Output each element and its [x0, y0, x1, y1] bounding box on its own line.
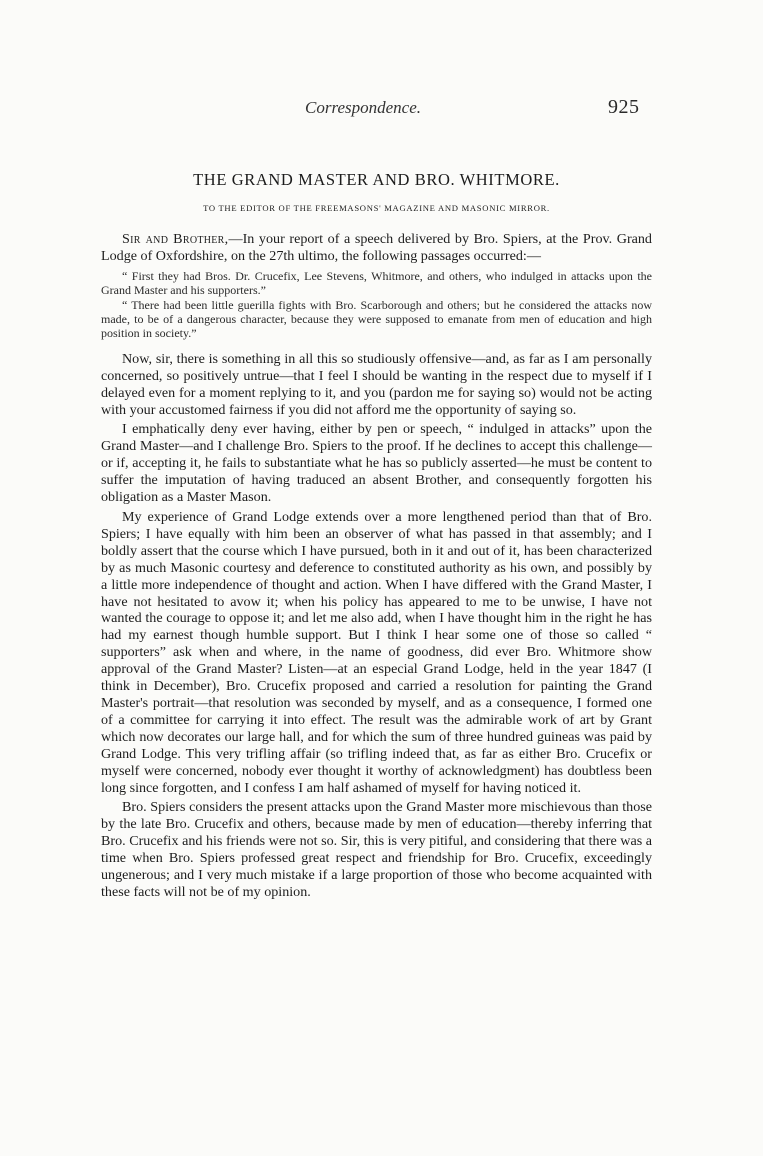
article-headline: THE GRAND MASTER AND BRO. WHITMORE. [193, 170, 560, 189]
page-number: 925 [608, 96, 640, 118]
article-addressee: TO THE EDITOR OF THE FREEMASONS' MAGAZINE AND MASONIC MIRROR. [203, 203, 550, 213]
running-title: Correspondence. [305, 98, 421, 117]
quoted-passage: “ There had been little guerilla fights with Bro. Scarborough and others; but he considered the attacks now made, to be of a dangerous character, because they were supposed to emanate from men of education and high position in society.” [101, 297, 652, 341]
running-head [0, 98, 763, 120]
body-paragraph: I emphatically deny ever having, either by pen or speech, “ indulged in attacks” upon the Grand Master—and I challenge Bro. Spiers to the proof. If he declines to accept this challenge—or if, accepting it, he fails to substantiate what he has so publicly asserted—he must be content to suffer the imputation of having traduced an absent Brother, and consequently forgotten his obligation as a Master Mason. [101, 421, 652, 506]
body-paragraph: Bro. Spiers considers the present attacks upon the Grand Master more mischievous than those by the late Bro. Crucefix and others, because made by men of education—thereby inferring that Bro. Crucefix and his friends were not so. Sir, this is very pitiful, and considering that there was a time when Bro. Spiers professed great respect and friendship for Bro. Crucefix, exceedingly ungenerous; and I very much mistake if a large proportion of those who become acquainted with these facts will not be of my opinion. [101, 799, 652, 900]
opening-paragraph [101, 231, 652, 265]
body-paragraph: My experience of Grand Lodge extends over a more lengthened period than that of Bro. Spiers; I have equally with him been an observer of what has passed in that assembly; and I boldly assert that the course which I have pursued, both in it and out of it, has been characterized by as much Masonic courtesy and deference to constituted authority as his own, and possibly by a little more independence of thought and action. When I have differed with the Grand Master, I have not hesitated to avow it; when his policy has appeared to me to be unwise, I have not wanted the courage to oppose it; and let me also add, when I have thought him in the right he has had my earnest though humble support. But I think I hear some one of those so called “ supporters” ask when and where, in the name of goodness, did ever Bro. Whitmore show approval of the Grand Master? Listen—at an especial Grand Lodge, held in the year 1847 (I think in December), Bro. Crucefix proposed and carried a resolution for painting the Grand Master's portrait—that resolution was seconded by myself, and as a consequence, I formed one of a committee for carrying it into effect. The result was the admirable work of art by Grant which now decorates our large hall, and for which the sum of three hundred guineas was paid by Grand Lodge. This very trifling affair (so trifling indeed that, as far as either Bro. Crucefix or myself were concerned, nobody ever thought it worthy of acknowledgment) has doubtless been long since forgotten, and I confess I am half ashamed of myself for having noticed it. [101, 509, 652, 796]
salutation: Sir and Brother, [122, 231, 229, 247]
opening-text: —In your report of a speech delivered by Bro. Spiers, at the Prov. Grand Lodge of Oxfordshire, on the 27th ultimo, the following passages occurred:— [101, 231, 652, 264]
quoted-passage: “ First they had Bros. Dr. Crucefix, Lee Stevens, Whitmore, and others, who indulged in attacks upon the Grand Master and his supporters.” [101, 268, 652, 298]
quoted-passages [101, 269, 652, 341]
article [101, 170, 652, 904]
body-paragraph: Now, sir, there is something in all this so studiously offensive—and, as far as I am personally concerned, so positively untrue—that I feel I should be wanting in the respect due to myself if I delayed even for a moment replying to it, and you (pardon me for saying so) would not be acting with your accustomed fairness if you did not afford me the opportunity of saying so. [101, 350, 652, 418]
